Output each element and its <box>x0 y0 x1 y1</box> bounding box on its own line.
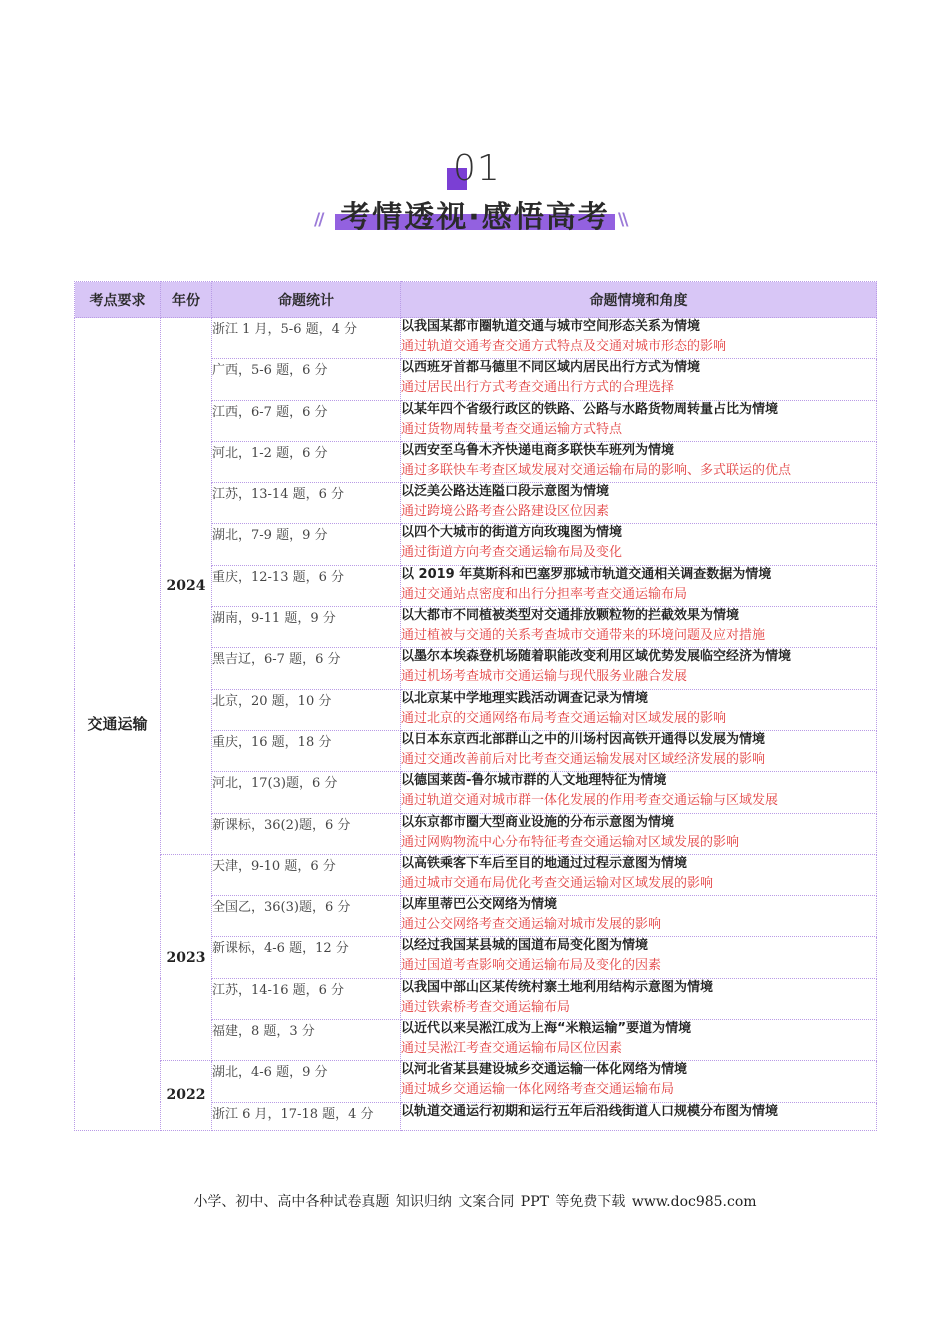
stat-cell: 湖北，7-9 题，9 分 <box>212 524 401 565</box>
context-text: 以我国某都市圈轨道交通与城市空间形态关系为情境 <box>401 319 701 334</box>
stat-cell: 广西，5-6 题，6 分 <box>212 359 401 400</box>
stat-cell: 浙江 1 月，5-6 题，4 分 <box>212 318 401 359</box>
context-cell <box>401 648 877 689</box>
angle-text: 通过城市交通布局优化考查交通运输对区域发展的影响 <box>401 875 714 891</box>
section-header <box>0 148 950 238</box>
context-text: 以近代以来吴淞江成为上海“米粮运输”要道为情境 <box>401 1021 692 1037</box>
angle-text: 通过网购物流中心分布特征考查交通运输对区域发展的影响 <box>401 834 740 850</box>
topic-cell: 交通运输 <box>75 318 161 1131</box>
angle-text: 通过吴淞江考查交通运输布局区位因素 <box>401 1041 623 1057</box>
context-cell <box>401 524 877 565</box>
angle-text: 通过轨道交通对城市群一体化发展的作用考查交通运输与区域发展 <box>401 793 779 809</box>
year-cell: 2022 <box>161 1061 212 1130</box>
stat-cell: 北京，20 题，10 分 <box>212 689 401 730</box>
angle-text: 通过交通改善前后对比考查交通运输发展对区域经济发展的影响 <box>401 751 766 767</box>
context-cell <box>401 318 877 359</box>
context-cell <box>401 1061 877 1102</box>
context-text: 以泛美公路达连隘口段示意图为情境 <box>401 484 610 500</box>
angle-text: 通过机场考查城市交通运输与现代服务业融合发展 <box>401 669 688 685</box>
context-text: 以我国中部山区某传统村寨土地利用结构示意图为情境 <box>401 979 714 995</box>
stat-cell: 重庆，16 题，18 分 <box>212 730 401 771</box>
year-cell: 2023 <box>161 854 212 1060</box>
angle-text: 通过公交网络考查交通运输对城市发展的影响 <box>401 917 662 933</box>
context-cell <box>401 896 877 937</box>
context-cell <box>401 689 877 730</box>
header-year: 年份 <box>161 282 212 318</box>
context-text: 以河北省某县建设城乡交通运输一体化网络为情境 <box>401 1062 688 1078</box>
header-stat: 命题统计 <box>212 282 401 318</box>
context-text: 以墨尔本埃森登机场随着职能改变利用区域优势发展临空经济为情境 <box>401 649 792 665</box>
section-number: 01 <box>453 148 501 189</box>
title-deco-right: \\ <box>618 210 627 230</box>
context-text: 以德国莱茵-鲁尔城市群的人文地理特征为情境 <box>401 773 667 789</box>
context-cell <box>401 978 877 1019</box>
section-title: 考情透视·感悟高考 <box>340 200 610 235</box>
context-text: 以某年四个省级行政区的铁路、公路与水路货物周转量占比为情境 <box>401 401 779 417</box>
stat-cell: 江西，6-7 题，6 分 <box>212 400 401 441</box>
context-text: 以库里蒂巴公交网络为情境 <box>401 897 558 913</box>
context-cell <box>401 730 877 771</box>
context-cell <box>401 937 877 978</box>
stat-cell: 浙江 6 月，17-18 题，4 分 <box>212 1102 401 1130</box>
angle-text: 通过多联快车考查区域发展对交通运输布局的影响、多式联运的优点 <box>401 462 792 478</box>
header-topic: 考点要求 <box>75 282 161 318</box>
context-text: 以大都市不同植被类型对交通排放颗粒物的拦截效果为情境 <box>401 608 740 624</box>
stat-cell: 江苏，14-16 题，6 分 <box>212 978 401 1019</box>
table-header-row <box>75 282 877 318</box>
table-row <box>75 318 877 359</box>
context-cell <box>401 772 877 813</box>
title-deco-left: // <box>314 210 323 230</box>
table-row <box>75 854 877 895</box>
angle-text: 通过铁索桥考查交通运输布局 <box>401 999 571 1015</box>
context-text: 以轨道交通运行初期和运行五年后沿线街道人口规模分布图为情境 <box>401 1103 779 1119</box>
angle-text: 通过居民出行方式考查交通出行方式的合理选择 <box>401 380 675 396</box>
angle-text: 通过交通站点密度和出行分担率考查交通运输布局 <box>401 586 688 602</box>
angle-text: 通过城乡交通运输一体化网络考查交通运输布局 <box>401 1082 675 1098</box>
stat-cell: 重庆，12-13 题，6 分 <box>212 565 401 606</box>
angle-text: 通过街道方向考查交通运输布局及变化 <box>401 545 623 561</box>
angle-text: 通过轨道交通考查交通方式特点及交通对城市形态的影响 <box>401 339 727 354</box>
angle-text: 通过货物周转量考查交通运输方式特点 <box>401 421 623 437</box>
context-cell <box>401 813 877 854</box>
stat-cell: 河北，17(3)题，6 分 <box>212 772 401 813</box>
context-cell <box>401 854 877 895</box>
angle-text: 通过国道考查影响交通运输布局及变化的因素 <box>401 958 662 974</box>
year-cell: 2024 <box>161 318 212 855</box>
context-cell <box>401 400 877 441</box>
angle-text: 通过植被与交通的关系考查城市交通带来的环境问题及应对措施 <box>401 628 766 644</box>
stat-cell: 新课标，4-6 题，12 分 <box>212 937 401 978</box>
context-cell <box>401 483 877 524</box>
context-text: 以西班牙首都马德里不同区域内居民出行方式为情境 <box>401 360 701 376</box>
angle-text: 通过跨境公路考查公路建设区位因素 <box>401 504 610 520</box>
context-cell <box>401 441 877 482</box>
table-row <box>75 1061 877 1102</box>
stat-cell: 天津，9-10 题，6 分 <box>212 854 401 895</box>
stat-cell: 全国乙，36(3)题，6 分 <box>212 896 401 937</box>
context-text: 以北京某中学地理实践活动调查记录为情境 <box>401 690 649 706</box>
stat-cell: 湖北，4-6 题，9 分 <box>212 1061 401 1102</box>
stat-cell: 江苏，13-14 题，6 分 <box>212 483 401 524</box>
context-text: 以 2019 年莫斯科和巴塞罗那城市轨道交通相关调查数据为情境 <box>401 566 772 582</box>
angle-text: 通过北京的交通网络布局考查交通运输对区域发展的影响 <box>401 710 727 726</box>
stat-cell: 湖南，9-11 题，9 分 <box>212 607 401 648</box>
context-text: 以东京都市圈大型商业设施的分布示意图为情境 <box>401 814 675 830</box>
context-cell <box>401 359 877 400</box>
context-cell <box>401 1102 877 1130</box>
context-text: 以四个大城市的街道方向玫瑰图为情境 <box>401 525 623 541</box>
context-cell <box>401 607 877 648</box>
context-text: 以高铁乘客下车后至目的地通过过程示意图为情境 <box>401 855 688 871</box>
exam-analysis-table <box>74 281 877 1131</box>
header-context: 命题情境和角度 <box>401 282 877 318</box>
context-text: 以经过我国某县城的国道布局变化图为情境 <box>401 938 649 954</box>
stat-cell: 河北，1-2 题，6 分 <box>212 441 401 482</box>
stat-cell: 新课标，36(2)题，6 分 <box>212 813 401 854</box>
context-cell <box>401 1020 877 1061</box>
stat-cell: 黑吉辽，6-7 题，6 分 <box>212 648 401 689</box>
context-text: 以西安至乌鲁木齐快递电商多联快车班列为情境 <box>401 442 675 458</box>
context-text: 以日本东京西北部群山之中的川场村因高铁开通得以发展为情境 <box>401 731 766 747</box>
stat-cell: 福建，8 题，3 分 <box>212 1020 401 1061</box>
footer-text: 小学、初中、高中各种试卷真题 知识归纳 文案合同 PPT 等免费下载 www.doc985.com <box>193 1194 757 1210</box>
context-cell <box>401 565 877 606</box>
